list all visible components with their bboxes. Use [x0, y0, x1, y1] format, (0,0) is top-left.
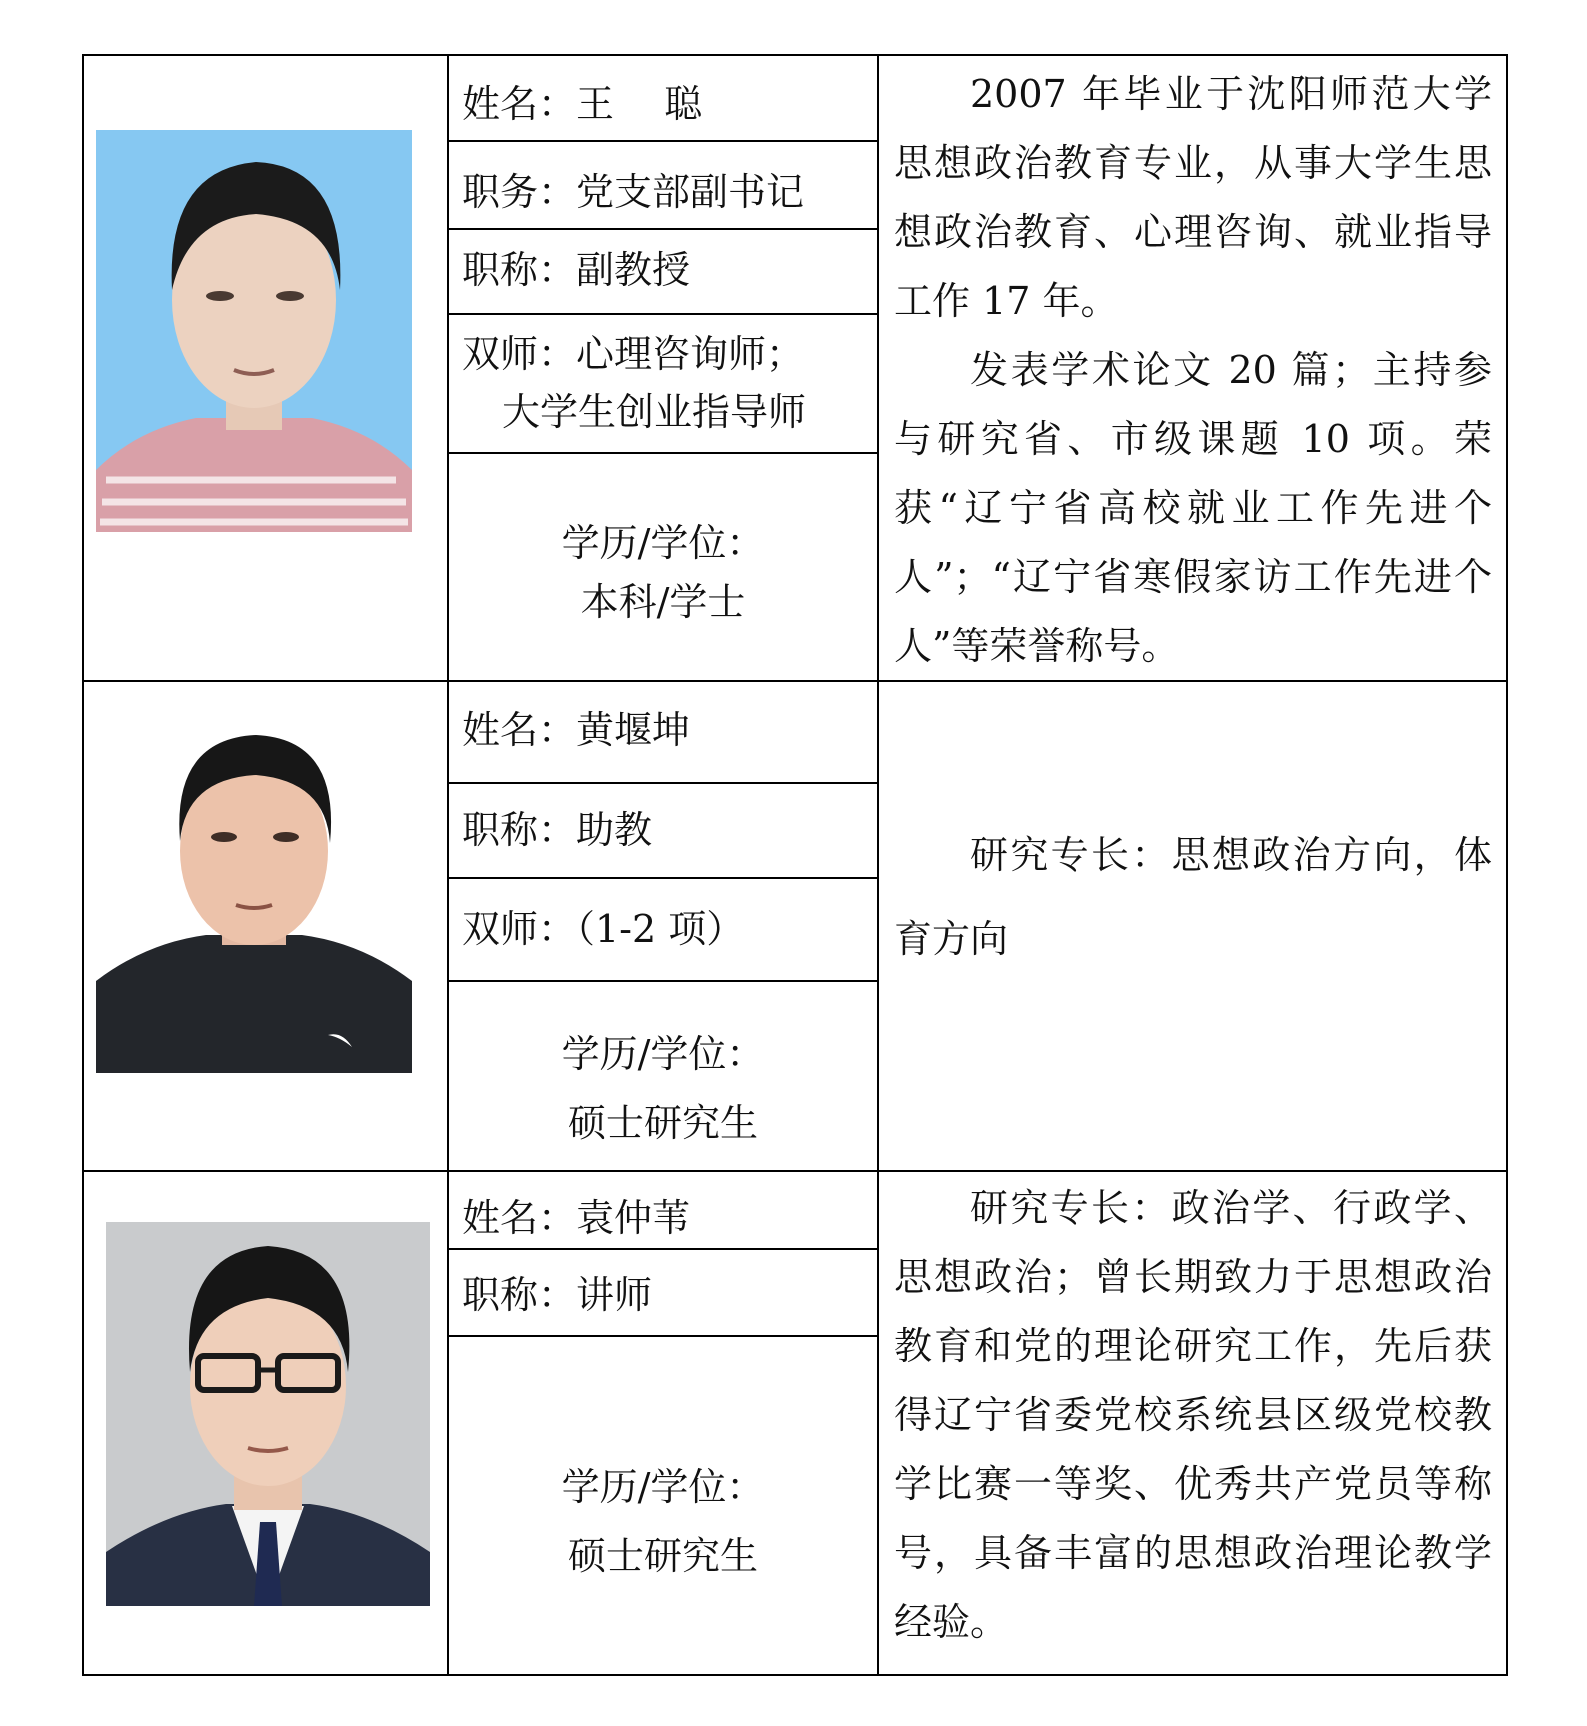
- field-divider: [447, 452, 879, 454]
- biography-1: [894, 60, 1492, 681]
- dual-qualification-1-cont: 大学生创业指导师: [502, 390, 807, 434]
- position-field-1: 职务：党支部副书记: [462, 170, 805, 214]
- portrait-image-3: [106, 1222, 430, 1606]
- portrait-image-1: [96, 130, 412, 532]
- title-field-1: 职称：副教授: [462, 248, 691, 292]
- education-label: 学历/学位：: [561, 1465, 765, 1509]
- field-divider: [447, 228, 879, 230]
- education-field-1: [449, 514, 877, 632]
- field-divider: [447, 140, 879, 142]
- field-divider: [447, 877, 879, 879]
- biography-paragraph: 研究专长：思想政治方向，体育方向: [894, 833, 1492, 961]
- education-label: 学历/学位：: [561, 521, 765, 565]
- education-label: 学历/学位：: [561, 1032, 765, 1076]
- row-divider: [84, 1170, 1506, 1172]
- biography-paragraph: 2007 年毕业于沈阳师范大学思想政治教育专业，从事大学生思想政治教育、心理咨询、就业指导工作 17 年。: [894, 72, 1492, 323]
- name-field-3: 姓名：袁仲苇: [462, 1196, 691, 1240]
- title-field-2: 职称：助教: [462, 808, 653, 852]
- field-divider: [447, 313, 879, 315]
- education-field-3: [449, 1453, 877, 1591]
- staff-table: [82, 54, 1508, 1676]
- biography-paragraph: 发表学术论文 20 篇；主持参与研究省、市级课题 10 项。荣获“辽宁省高校就业工作先进个人”；“辽宁省寒假家访工作先进个人”等荣誉称号。: [894, 348, 1492, 668]
- column-divider: [877, 56, 879, 1674]
- biography-paragraph: 研究专长：政治学、行政学、思想政治；曾长期致力于思想政治教育和党的理论研究工作，先后获得辽宁省委党校系统县区级党校教学比赛一等奖、优秀共产党员等称号，具备丰富的思想政治理论教学经验。: [894, 1186, 1492, 1644]
- field-divider: [447, 1335, 879, 1337]
- portrait-photo-2: [96, 731, 412, 1073]
- dual-qualification-2: 双师：（1-2 项）: [462, 907, 745, 951]
- field-divider: [447, 980, 879, 982]
- field-divider: [447, 1248, 879, 1250]
- portrait-photo-1: [96, 130, 412, 532]
- education-value: 本科/学士: [580, 579, 746, 624]
- name-field-2: 姓名：黄堰坤: [462, 708, 691, 752]
- column-divider: [447, 56, 449, 1674]
- title-field-3: 职称：讲师: [462, 1273, 653, 1317]
- portrait-image-2: [96, 731, 412, 1073]
- dual-qualification-1: 双师：心理咨询师；: [462, 332, 805, 376]
- education-value: 硕士研究生: [567, 1534, 758, 1578]
- biography-3: [894, 1174, 1492, 1657]
- education-value: 硕士研究生: [567, 1101, 758, 1145]
- biography-2: [894, 813, 1492, 981]
- portrait-photo-3: [106, 1222, 430, 1606]
- field-divider: [447, 782, 879, 784]
- name-field-1: 姓名：王 聪: [462, 82, 703, 126]
- education-field-2: [449, 1020, 877, 1158]
